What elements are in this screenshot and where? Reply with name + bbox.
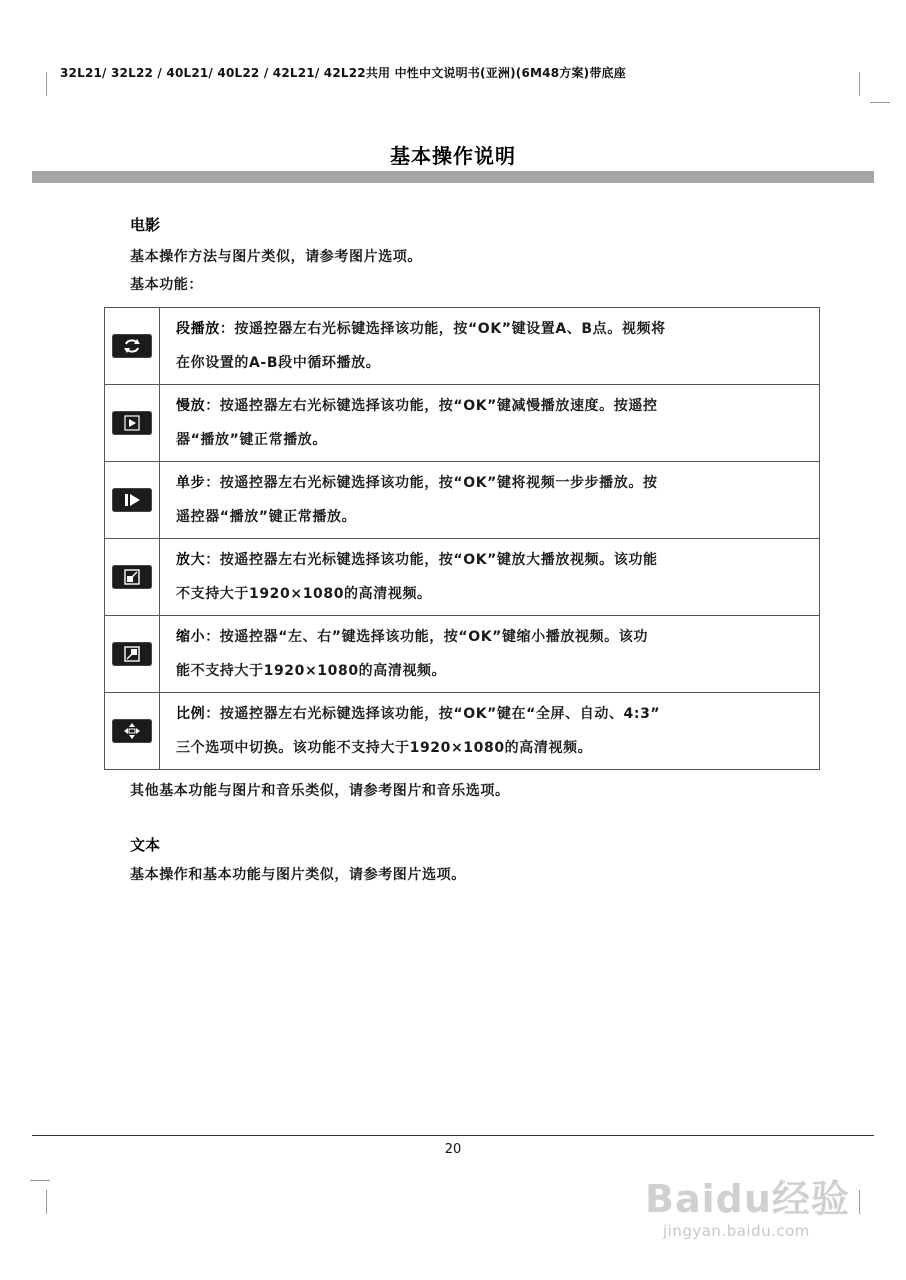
footer-rule xyxy=(32,1135,874,1136)
feature-term: 放大 xyxy=(176,552,206,568)
running-header: 32L21/ 32L22 / 40L21/ 40L22 / 42L21/ 42L22共用 中性中文说明书(亚洲)(6M48方案)带底座 xyxy=(60,66,626,80)
slow-play-icon xyxy=(112,411,152,435)
functions-label: 基本功能： xyxy=(130,277,203,293)
step-play-icon xyxy=(112,488,152,512)
watermark xyxy=(645,1150,865,1250)
section-heading-text: 文本 xyxy=(130,836,161,854)
feature-line: 器“播放”键正常播放。 xyxy=(176,432,328,448)
watermark-url: jingyan.baidu.com xyxy=(663,1222,810,1240)
feature-term: 段播放 xyxy=(176,321,220,337)
table-row xyxy=(105,462,820,539)
crop-mark xyxy=(859,72,860,96)
crop-mark xyxy=(870,102,890,103)
title-underline-bar xyxy=(32,171,874,183)
feature-line: 不支持大于1920×1080的高清视频。 xyxy=(176,586,432,602)
crop-mark xyxy=(46,1190,47,1214)
after-table-note: 其他基本功能与图片和音乐类似，请参考图片和音乐选项。 xyxy=(130,783,510,799)
repeat-ab-icon xyxy=(112,334,152,358)
page-number: 20 xyxy=(444,1142,462,1157)
feature-line: 在你设置的A-B段中循环播放。 xyxy=(176,355,381,371)
aspect-ratio-icon xyxy=(112,719,152,743)
feature-line: ：按遥控器左右光标键选择该功能，按“OK”键放大播放视频。该功能 xyxy=(205,552,658,568)
table-row xyxy=(105,385,820,462)
section-heading-movie: 电影 xyxy=(130,216,161,234)
feature-line: 遥控器“播放”键正常播放。 xyxy=(176,509,357,525)
zoom-out-icon xyxy=(112,642,152,666)
feature-line: ：按遥控器左右光标键选择该功能，按“OK”键将视频一步步播放。按 xyxy=(205,475,658,491)
crop-mark xyxy=(30,1180,50,1181)
feature-term: 缩小 xyxy=(176,629,206,645)
feature-term: 慢放 xyxy=(176,398,206,414)
movie-intro: 基本操作方法与图片类似，请参考图片选项。 xyxy=(130,249,422,265)
feature-line: 能不支持大于1920×1080的高清视频。 xyxy=(176,663,447,679)
table-row xyxy=(105,308,820,385)
crop-mark xyxy=(46,72,47,96)
page-title: 基本操作说明 xyxy=(390,144,516,168)
feature-line: ：按遥控器“左、右”键选择该功能，按“OK”键缩小播放视频。该功 xyxy=(205,629,648,645)
feature-term: 单步 xyxy=(176,475,206,491)
feature-line: 三个选项中切换。该功能不支持大于1920×1080的高清视频。 xyxy=(176,740,593,756)
table-row xyxy=(105,616,820,693)
feature-line: ：按遥控器左右光标键选择该功能，按“OK”键设置A、B点。视频将 xyxy=(219,321,666,337)
feature-line: ：按遥控器左右光标键选择该功能，按“OK”键在“全屏、自动、4:3” xyxy=(205,706,661,722)
text-body: 基本操作和基本功能与图片类似，请参考图片选项。 xyxy=(130,867,466,883)
feature-line: ：按遥控器左右光标键选择该功能，按“OK”键减慢播放速度。按遥控 xyxy=(205,398,658,414)
watermark-logo: Baidu经验 xyxy=(645,1177,850,1221)
feature-table xyxy=(104,307,820,770)
feature-term: 比例 xyxy=(176,706,206,722)
table-row xyxy=(105,693,820,770)
zoom-in-icon xyxy=(112,565,152,589)
table-row xyxy=(105,539,820,616)
